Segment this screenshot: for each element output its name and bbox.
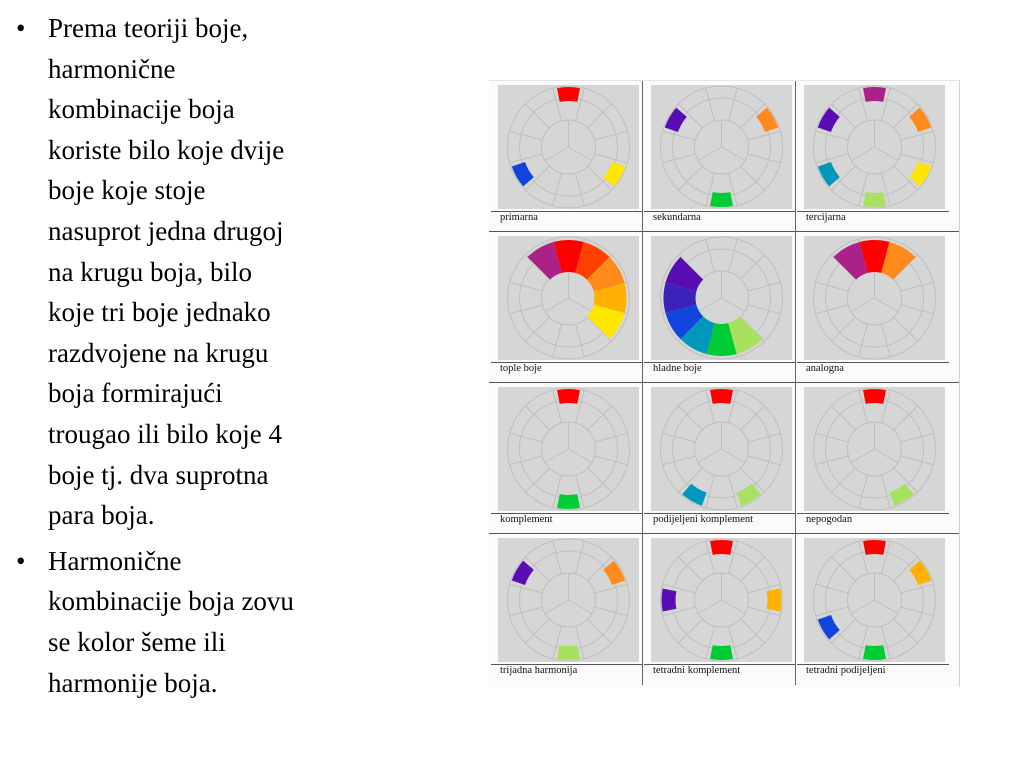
grid-column-divider	[642, 81, 643, 232]
bullet-1-line-1: Prema teoriji boje,	[48, 13, 249, 43]
wheel-cell-sekundarna	[644, 81, 796, 232]
color-wheel-svg	[498, 538, 639, 662]
wheel-cell-tople-boje	[491, 232, 643, 383]
bullet-1-line-4: koriste bilo koje dvije	[48, 134, 285, 165]
bullet-1-text	[48, 8, 370, 536]
wheel-segment-green	[710, 192, 733, 207]
grid-column-divider	[795, 534, 796, 685]
wheel-cell-podijeljeni-komplement	[644, 383, 796, 534]
wheel-cell-nepogodan	[797, 383, 949, 534]
wheel-cell-analogna	[797, 232, 949, 383]
color-harmony-figure	[489, 80, 960, 687]
wheel-caption: komplement	[500, 514, 553, 525]
wheel-cell-tetradni-komplement	[644, 534, 796, 685]
bullet-text	[10, 8, 370, 708]
color-wheel	[498, 387, 639, 511]
color-wheel-svg	[498, 85, 639, 209]
grid-column-divider	[795, 232, 796, 383]
wheel-segment-blue	[512, 162, 534, 186]
wheel-segment-blue-green	[818, 162, 840, 186]
color-wheel	[651, 236, 792, 360]
wheel-segment-red	[557, 87, 580, 102]
wheel-cell-trijadna-harmonija	[491, 534, 643, 685]
wheel-segment-yellow-green	[863, 192, 886, 207]
color-wheel	[804, 236, 945, 360]
wheel-segment-yellow-green	[557, 645, 580, 660]
wheel-segment-red-violet	[863, 87, 886, 102]
grid-column-divider	[642, 232, 643, 383]
wheel-caption: analogna	[806, 363, 844, 374]
wheel-segment-red	[557, 389, 580, 404]
wheel-segment-red	[863, 540, 886, 555]
wheel-segment-orange	[909, 108, 931, 132]
wheel-segment-blue-green	[682, 484, 706, 506]
wheel-segment-green	[710, 645, 733, 660]
grid-column-divider	[642, 534, 643, 685]
bullet-1-line-10: boja formirajući	[48, 378, 223, 409]
wheel-segment-blue	[818, 615, 840, 639]
wheel-cell-tetradni-podijeljeni	[797, 534, 949, 685]
color-wheel-svg	[498, 387, 639, 511]
color-wheel	[804, 387, 945, 511]
bullet-1-line-9: razdvojene na krugu	[48, 337, 269, 368]
bullet-2-line-4: harmonije boja.	[48, 667, 218, 698]
wheel-caption: tercijarna	[806, 212, 846, 223]
wheel-caption: tetradni komplement	[653, 665, 741, 676]
bullet-2-text	[48, 541, 370, 703]
wheel-segment-violet	[661, 589, 676, 612]
bullet-1-line-8: koje tri boje jednako	[48, 297, 271, 328]
wheel-caption: tople boje	[500, 363, 542, 374]
wheel-segment-orange	[756, 108, 778, 132]
wheel-cell-primarna	[491, 81, 643, 232]
bullet-1-line-5: boje koje stoje	[48, 175, 206, 206]
color-wheel-svg	[804, 236, 945, 360]
color-wheel	[498, 236, 639, 360]
grid-column-divider	[795, 383, 796, 534]
wheel-segment-orange	[603, 561, 625, 585]
wheel-caption: trijadna harmonija	[500, 665, 578, 676]
color-wheel	[804, 538, 945, 662]
wheel-cell-hladne-boje	[644, 232, 796, 383]
wheel-segment-yellow-orange	[909, 561, 931, 585]
wheel-segment-red	[863, 389, 886, 404]
wheel-segment-violet	[512, 561, 534, 585]
color-wheel-svg	[651, 387, 792, 511]
bullet-1-line-6: nasuprot jedna drugoj	[48, 215, 284, 246]
wheel-segment-yellow-orange	[767, 589, 782, 612]
color-wheel	[498, 85, 639, 209]
bullet-1-line-13: para boja.	[48, 500, 155, 531]
wheel-caption: nepogodan	[806, 514, 853, 525]
wheel-caption: hladne boje	[653, 363, 702, 374]
bullet-1-line-11: trougao ili bilo koje 4	[48, 418, 282, 449]
bullet-2-line-3: se kolor šeme ili	[48, 626, 226, 657]
wheel-caption: podijeljeni komplement	[653, 514, 754, 525]
bullet-2-line-2: kombinacije boja zovu	[48, 586, 294, 617]
color-wheel-svg	[804, 538, 945, 662]
wheel-segment-violet	[665, 108, 687, 132]
wheel-segment-green	[557, 494, 580, 509]
color-wheel	[498, 538, 639, 662]
bullet-2-line-1: Harmonične	[48, 545, 182, 576]
bullet-1-line-3: kombinacije boja	[48, 94, 235, 125]
bullet-item-1	[10, 8, 370, 536]
bullet-1-line-7: na krugu boja, bilo	[48, 256, 252, 287]
wheel-caption: tetradni podijeljeni	[806, 665, 886, 676]
bullet-1-line-2: harmonične	[48, 53, 176, 84]
bullet-1-line-12: boje tj. dva suprotna	[48, 459, 269, 490]
color-wheel-svg	[804, 85, 945, 209]
color-wheel	[651, 538, 792, 662]
color-wheel-svg	[651, 236, 792, 360]
color-wheel-svg	[804, 387, 945, 511]
wheel-caption: primarna	[500, 212, 538, 223]
wheel-segment-yellow	[909, 162, 931, 186]
color-wheel-svg	[651, 85, 792, 209]
bullet-item-2	[10, 541, 370, 703]
color-wheel	[651, 387, 792, 511]
color-wheel	[651, 85, 792, 209]
grid-column-divider	[642, 383, 643, 534]
wheel-segment-green	[863, 645, 886, 660]
wheel-segment-red	[710, 540, 733, 555]
wheel-segment-yellow	[603, 162, 625, 186]
bullet-list	[10, 8, 370, 703]
wheel-segment-violet	[818, 108, 840, 132]
wheel-segment-yellow-green	[736, 484, 760, 506]
bullet-dot: •	[16, 13, 26, 43]
color-wheel-svg	[651, 538, 792, 662]
wheel-segment-red	[710, 389, 733, 404]
color-wheel-svg	[498, 236, 639, 360]
bullet-dot: •	[16, 545, 26, 576]
grid-column-divider	[795, 81, 796, 232]
color-wheel	[804, 85, 945, 209]
wheel-segment-yellow-green	[889, 484, 913, 506]
wheel-cell-tercijarna	[797, 81, 949, 232]
wheel-caption: sekundarna	[653, 212, 701, 223]
wheel-cell-komplement	[491, 383, 643, 534]
